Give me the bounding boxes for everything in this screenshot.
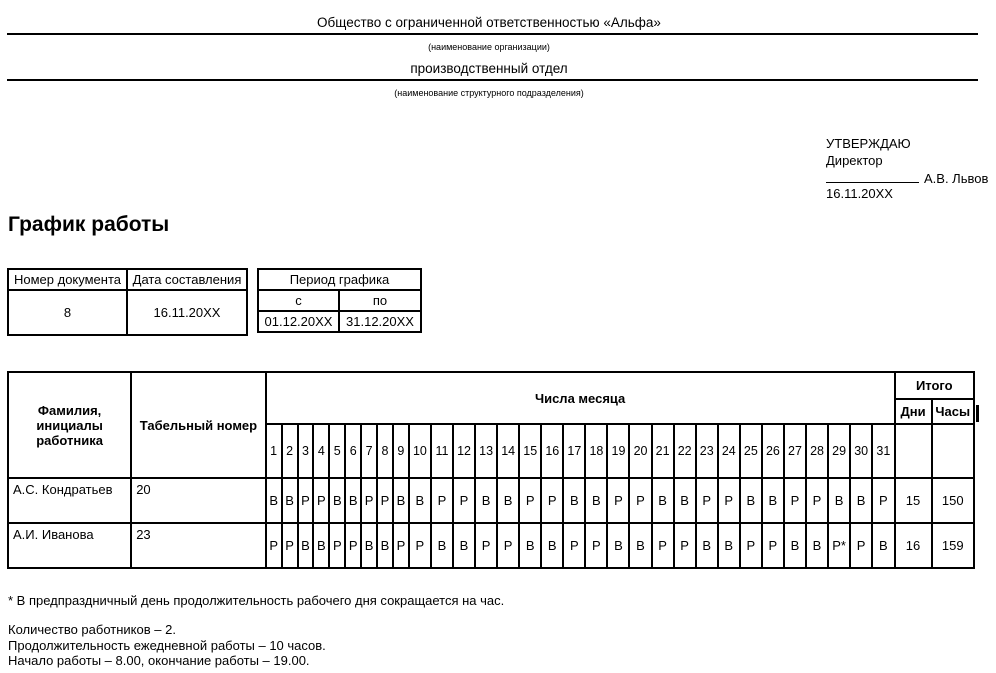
day-status-cell: В	[282, 478, 298, 523]
day-number-header: 30	[850, 424, 872, 478]
day-number-header: 22	[674, 424, 696, 478]
day-number-header: 13	[475, 424, 497, 478]
day-status-cell: Р	[497, 523, 519, 568]
day-status-cell: В	[607, 523, 629, 568]
day-number-header: 26	[762, 424, 784, 478]
day-status-cell: В	[850, 478, 872, 523]
note-work-hours: Начало работы – 8.00, окончание работы – 19.00.	[8, 653, 310, 668]
day-status-cell: В	[541, 523, 563, 568]
day-number-header: 28	[806, 424, 828, 478]
day-status-cell: Р*	[828, 523, 850, 568]
employee-name-cell: А.И. Иванова	[8, 523, 131, 568]
day-number-header: 6	[345, 424, 361, 478]
day-status-cell: В	[585, 478, 607, 523]
day-status-cell: В	[377, 523, 393, 568]
day-status-cell: Р	[872, 478, 894, 523]
day-status-cell: Р	[313, 478, 329, 523]
period-to-header: по	[339, 290, 421, 311]
total-hours-spacer-cell	[932, 424, 975, 478]
total-days-cell: 15	[895, 478, 932, 523]
signature-row	[826, 169, 988, 186]
day-status-cell: Р	[329, 523, 345, 568]
day-status-cell: Р	[718, 478, 740, 523]
day-status-cell: В	[784, 523, 806, 568]
doc-info-table	[7, 268, 248, 336]
day-status-cell: Р	[541, 478, 563, 523]
signature-name: А.В. Львов	[924, 171, 989, 186]
day-status-cell: Р	[607, 478, 629, 523]
approval-date: 16.11.20XX	[826, 185, 893, 201]
day-number-header: 11	[431, 424, 453, 478]
day-status-cell: Р	[806, 478, 828, 523]
day-number-header: 15	[519, 424, 541, 478]
day-number-header: 3	[298, 424, 314, 478]
day-status-cell: В	[298, 523, 314, 568]
signature-line	[826, 169, 919, 183]
day-status-cell: Р	[652, 523, 674, 568]
day-status-cell: Р	[696, 478, 718, 523]
day-status-cell: В	[872, 523, 894, 568]
total-hours-cell: 159	[932, 523, 975, 568]
organization-underline	[7, 33, 978, 35]
period-table	[257, 268, 422, 333]
total-days-cell: 16	[895, 523, 932, 568]
personnel-number-cell: 20	[131, 478, 266, 523]
footnote-text: * В предпраздничный день продолжительность рабочего дня сокращается на час.	[8, 593, 505, 608]
day-status-cell: Р	[475, 523, 497, 568]
day-status-cell: В	[345, 478, 361, 523]
day-status-cell: Р	[674, 523, 696, 568]
employee-schedule-row	[8, 478, 974, 523]
day-number-header: 1	[266, 424, 282, 478]
day-status-cell: В	[674, 478, 696, 523]
day-status-cell: Р	[298, 478, 314, 523]
day-status-cell: В	[475, 478, 497, 523]
day-status-cell: В	[696, 523, 718, 568]
day-status-cell: Р	[377, 478, 393, 523]
department-underline	[7, 79, 978, 81]
notes-block	[8, 622, 326, 669]
personnel-number-column-header: Табельный номер	[131, 372, 266, 478]
day-number-header: 16	[541, 424, 563, 478]
day-status-cell: Р	[361, 478, 377, 523]
page-title: График работы	[8, 213, 170, 236]
day-status-cell: Р	[563, 523, 585, 568]
day-status-cell: Р	[784, 478, 806, 523]
day-status-cell: Р	[762, 523, 784, 568]
day-number-header: 14	[497, 424, 519, 478]
day-number-header: 18	[585, 424, 607, 478]
day-status-cell: Р	[629, 478, 651, 523]
day-status-cell: В	[563, 478, 585, 523]
day-status-cell: Р	[282, 523, 298, 568]
day-number-header: 20	[629, 424, 651, 478]
day-status-cell: В	[453, 523, 475, 568]
day-status-cell: Р	[585, 523, 607, 568]
personnel-number-cell: 23	[131, 523, 266, 568]
day-number-header: 2	[282, 424, 298, 478]
organization-name: Общество с ограниченной ответственностью «Альфа»	[317, 15, 661, 30]
note-daily-duration: Продолжительность ежедневной работы – 10 часов.	[8, 637, 326, 653]
day-status-cell: В	[313, 523, 329, 568]
doc-number-value: 8	[8, 290, 127, 335]
day-status-cell: В	[497, 478, 519, 523]
employee-name-cell: А.С. Кондратьев	[8, 478, 131, 523]
approval-label: УТВЕРЖДАЮ	[826, 136, 911, 151]
day-number-header: 7	[361, 424, 377, 478]
day-number-header: 25	[740, 424, 762, 478]
day-status-cell: В	[806, 523, 828, 568]
day-status-cell: Р	[345, 523, 361, 568]
day-status-cell: Р	[453, 478, 475, 523]
day-status-cell: Р	[740, 523, 762, 568]
day-status-cell: В	[652, 478, 674, 523]
day-status-cell: В	[629, 523, 651, 568]
day-status-cell: Р	[393, 523, 409, 568]
organization-caption: (наименование организации)	[428, 42, 550, 52]
day-number-header: 9	[393, 424, 409, 478]
day-number-header: 31	[872, 424, 894, 478]
schedule-table	[7, 371, 975, 569]
day-number-header: 23	[696, 424, 718, 478]
day-status-cell: Р	[409, 523, 431, 568]
day-status-cell: В	[718, 523, 740, 568]
day-number-header: 12	[453, 424, 475, 478]
period-from-value: 01.12.20XX	[258, 311, 339, 332]
period-to-value: 31.12.20XX	[339, 311, 421, 332]
total-days-header: Дни	[895, 399, 932, 424]
day-status-cell: В	[393, 478, 409, 523]
day-number-header: 10	[409, 424, 431, 478]
total-days-spacer-cell	[895, 424, 932, 478]
day-status-cell: В	[431, 523, 453, 568]
day-status-cell: В	[519, 523, 541, 568]
period-title: Период графика	[258, 269, 421, 290]
day-status-cell: В	[409, 478, 431, 523]
day-status-cell: Р	[431, 478, 453, 523]
day-status-cell: В	[762, 478, 784, 523]
text-caret	[976, 405, 979, 422]
day-number-header: 24	[718, 424, 740, 478]
day-status-cell: В	[828, 478, 850, 523]
total-hours-header: Часы	[932, 399, 975, 424]
note-workers-count: Количество работников – 2.	[8, 622, 176, 637]
day-status-cell: Р	[850, 523, 872, 568]
day-number-header: 27	[784, 424, 806, 478]
approval-position: Директор	[826, 152, 883, 168]
day-number-header: 17	[563, 424, 585, 478]
day-number-header: 4	[313, 424, 329, 478]
day-status-cell: В	[329, 478, 345, 523]
month-days-group-header: Числа месяца	[266, 372, 895, 424]
period-from-header: с	[258, 290, 339, 311]
day-number-header: 8	[377, 424, 393, 478]
doc-number-header: Номер документа	[8, 269, 127, 290]
day-status-cell: В	[266, 478, 282, 523]
department-name: производственный отдел	[410, 61, 568, 76]
employee-column-header: Фамилия, инициалы работника	[8, 372, 131, 478]
day-status-cell: Р	[266, 523, 282, 568]
day-number-header: 5	[329, 424, 345, 478]
day-status-cell: Р	[519, 478, 541, 523]
employee-schedule-row	[8, 523, 974, 568]
doc-date-value: 16.11.20XX	[127, 290, 247, 335]
approval-block	[826, 136, 988, 202]
day-number-header: 19	[607, 424, 629, 478]
day-number-header: 29	[828, 424, 850, 478]
total-group-header: Итого	[895, 372, 974, 399]
doc-date-header: Дата составления	[127, 269, 247, 290]
day-status-cell: В	[740, 478, 762, 523]
day-status-cell: В	[361, 523, 377, 568]
total-hours-cell: 150	[932, 478, 975, 523]
department-caption: (наименование структурного подразделения)	[394, 88, 584, 98]
day-number-header: 21	[652, 424, 674, 478]
